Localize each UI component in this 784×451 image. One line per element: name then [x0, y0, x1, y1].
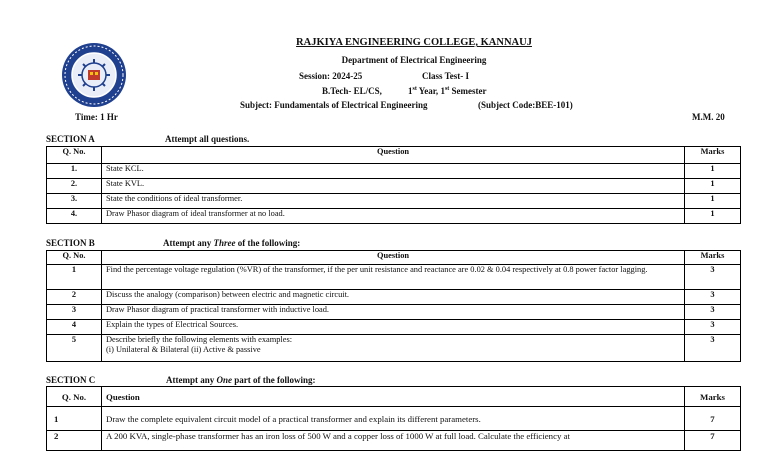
question-marks: 1: [685, 209, 741, 224]
section-a-table: [46, 146, 741, 224]
table-row: [47, 164, 741, 179]
question-text: Draw Phasor diagram of practical transformer with inductive load.: [102, 305, 685, 320]
section-b-table: [46, 250, 741, 362]
section-b-title: SECTION B: [46, 238, 95, 248]
question-number: 5: [47, 335, 102, 362]
college-logo: [60, 42, 128, 108]
section-c-instruction: [166, 375, 316, 385]
qno-header: Q. No.: [47, 387, 102, 407]
question-marks: 7: [685, 407, 741, 431]
program: B.Tech- EL/CS,: [322, 86, 382, 96]
question-text: Explain the types of Electrical Sources.: [102, 320, 685, 335]
question-text: Draw Phasor diagram of ideal transformer at no load.: [102, 209, 685, 224]
question-number: 2: [47, 431, 102, 451]
session: Session: 2024-25: [299, 71, 363, 81]
question-marks: 1: [685, 164, 741, 179]
question-number: 4: [47, 320, 102, 335]
subject-code: (Subject Code:BEE-101): [478, 100, 573, 110]
section-c-instruction-pre: Attempt any: [166, 375, 217, 385]
question-text: [102, 335, 685, 362]
table-row: [47, 335, 741, 362]
table-row: [47, 209, 741, 224]
table-row: [47, 194, 741, 209]
question-marks: 3: [685, 320, 741, 335]
qno-header: Q. No.: [47, 147, 102, 164]
question-header: Question: [102, 387, 685, 407]
college-name: RAJKIYA ENGINEERING COLLEGE, KANNAUJ: [296, 37, 532, 48]
table-header-row: [47, 251, 741, 265]
question-text: Discuss the analogy (comparison) between electric and magnetic circuit.: [102, 290, 685, 305]
question-number: 1: [47, 265, 102, 290]
section-b-instruction-post: of the following:: [235, 238, 301, 248]
time-allowed: Time: 1 Hr: [75, 112, 118, 122]
subject: Subject: Fundamentals of Electrical Engineering: [240, 100, 428, 110]
semester-label: Semester: [449, 86, 487, 96]
question-marks: 3: [685, 290, 741, 305]
table-row: [47, 179, 741, 194]
table-row: [47, 407, 741, 431]
question-text-line-2: (i) Unilateral & Bilateral (ii) Active & passive: [106, 345, 261, 354]
section-c-table: [46, 386, 741, 451]
question-text: A 200 KVA, single-phase transformer has an iron loss of 500 W and a copper loss of 1000 W at full load. Calculate the efficiency at: [102, 431, 685, 451]
section-c-title: SECTION C: [46, 375, 96, 385]
question-text: State KVL.: [102, 179, 685, 194]
test-name: Class Test- I: [422, 71, 470, 81]
year-semester: [408, 86, 487, 96]
question-marks: 1: [685, 194, 741, 209]
table-header-row: [47, 147, 741, 164]
marks-header: Marks: [685, 387, 741, 407]
section-c-instruction-post: part of the following:: [232, 375, 316, 385]
question-header: Question: [102, 147, 685, 164]
year-label: Year,: [416, 86, 439, 96]
marks-header: Marks: [685, 251, 741, 265]
table-row: [47, 320, 741, 335]
question-number: 2: [47, 290, 102, 305]
semester-number: 1: [440, 86, 445, 96]
table-row: [47, 305, 741, 320]
section-b-instruction-count: Three: [213, 238, 236, 248]
table-row: [47, 290, 741, 305]
table-row: [47, 265, 741, 290]
question-number: 4.: [47, 209, 102, 224]
question-number: 2.: [47, 179, 102, 194]
question-marks: 3: [685, 335, 741, 362]
semester-suffix: st: [444, 86, 450, 92]
section-a-title: SECTION A: [46, 134, 95, 144]
section-a-instruction-text: Attempt all questions.: [165, 134, 250, 144]
year-suffix: st: [412, 86, 417, 92]
section-c-instruction-count: One: [216, 375, 232, 385]
question-text: State the conditions of ideal transformer.: [102, 194, 685, 209]
question-text: Draw the complete equivalent circuit model of a practical transformer and explain its different parameters.: [102, 407, 685, 431]
question-number: 3.: [47, 194, 102, 209]
question-marks: 1: [685, 179, 741, 194]
question-text: State KCL.: [102, 164, 685, 179]
department-name: Department of Electrical Engineering: [341, 55, 487, 65]
question-marks: 7: [685, 431, 741, 451]
question-marks: 3: [685, 265, 741, 290]
question-text-line-1: Describe briefly the following elements with examples:: [106, 335, 293, 344]
question-text: Find the percentage voltage regulation (%VR) of the transformer, if the per unit resistance and reactance are 0.02 & 0.04 respectively at 0.8 power factor lagging.: [102, 265, 685, 290]
section-b-instruction-pre: Attempt any: [163, 238, 214, 248]
marks-header: Marks: [685, 147, 741, 164]
question-number: 1.: [47, 164, 102, 179]
max-marks: M.M. 20: [692, 112, 725, 122]
question-number: 1: [47, 407, 102, 431]
year-number: 1: [408, 86, 413, 96]
question-number: 3: [47, 305, 102, 320]
qno-header: Q. No.: [47, 251, 102, 265]
section-a-instruction: [165, 134, 249, 144]
section-b-instruction: [163, 238, 300, 248]
question-header: Question: [102, 251, 685, 265]
question-marks: 3: [685, 305, 741, 320]
table-header-row: [47, 387, 741, 407]
